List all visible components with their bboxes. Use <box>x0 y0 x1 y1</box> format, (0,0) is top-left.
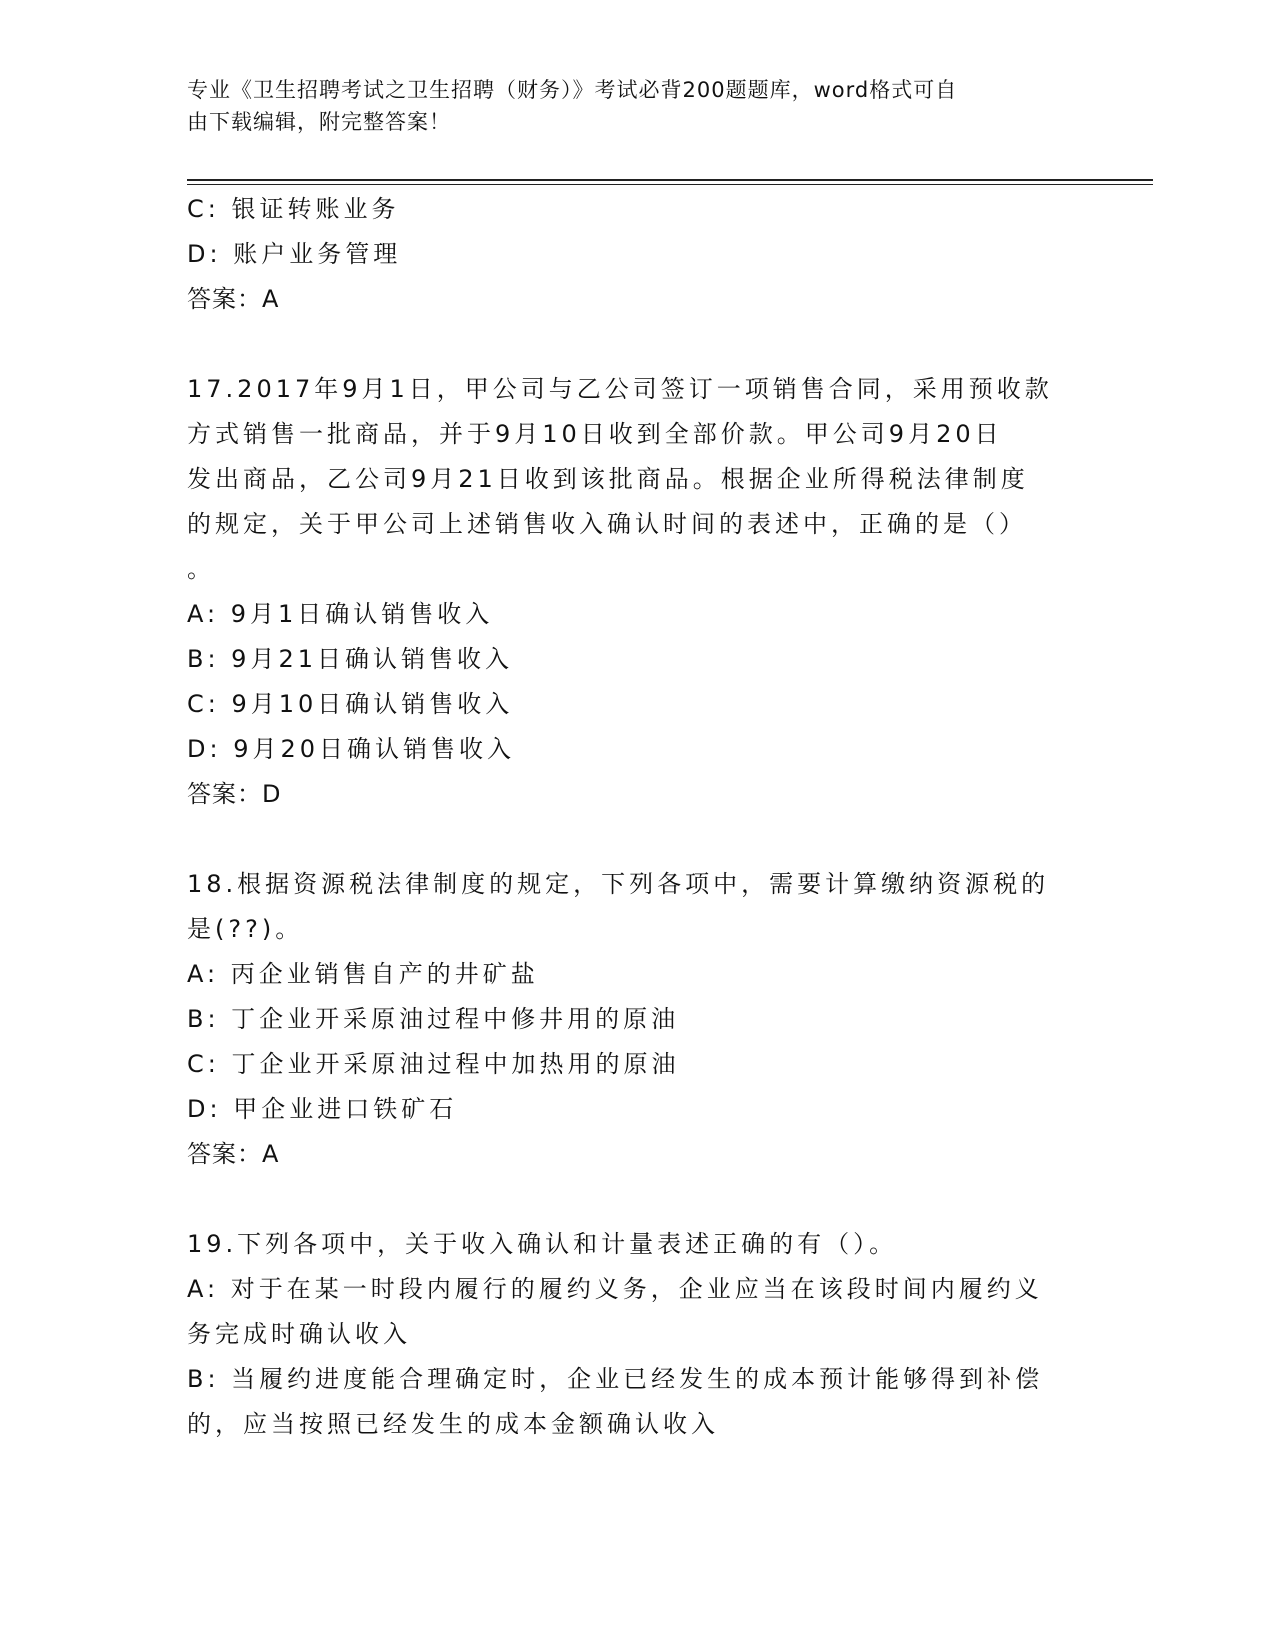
document-header <box>187 74 1087 138</box>
option-b: B: 当履约进度能合理确定时，企业已经发生的成本预计能够得到补偿 <box>187 1365 1044 1393</box>
option-c: C: 丁企业开采原油过程中加热用的原油 <box>187 1050 680 1078</box>
answer-label: 答案：A <box>187 1140 280 1168</box>
question-19 <box>187 1222 1087 1447</box>
question-16 <box>187 187 1087 322</box>
question-text-line: 发出商品，乙公司9月21日收到该批商品。根据企业所得税法律制度 <box>187 465 1029 493</box>
question-spacer <box>187 1177 1087 1222</box>
answer-label: 答案：D <box>187 780 282 808</box>
option-a-continued: 务完成时确认收入 <box>187 1320 411 1348</box>
answer-label: 答案：A <box>187 285 280 313</box>
option-c: C: 9月10日确认销售收入 <box>187 690 514 718</box>
question-content <box>187 187 1087 1447</box>
option-d: D: 9月20日确认销售收入 <box>187 735 516 763</box>
question-text-line: 18.根据资源税法律制度的规定，下列各项中，需要计算缴纳资源税的 <box>187 870 1050 898</box>
option-d: D: 甲企业进口铁矿石 <box>187 1095 458 1123</box>
option-b: B: 9月21日确认销售收入 <box>187 645 513 673</box>
option-c: C: 银证转账业务 <box>187 195 400 223</box>
question-text-line: 19.下列各项中，关于收入确认和计量表述正确的有（）。 <box>187 1230 898 1258</box>
question-text-line: 是(??)。 <box>187 915 304 943</box>
question-17 <box>187 367 1087 817</box>
option-b: B: 丁企业开采原油过程中修井用的原油 <box>187 1005 680 1033</box>
question-spacer <box>187 817 1087 862</box>
question-spacer <box>187 322 1087 367</box>
header-line-1: 专业《卫生招聘考试之卫生招聘（财务）》考试必背200题题库，word格式可自 <box>187 78 958 102</box>
header-line-2: 由下载编辑，附完整答案！ <box>187 110 451 134</box>
option-a: A: 丙企业销售自产的井矿盐 <box>187 960 539 988</box>
question-18 <box>187 862 1087 1177</box>
question-text-line: 的规定，关于甲公司上述销售收入确认时间的表述中，正确的是（） <box>187 510 1027 538</box>
question-text-line: 方式销售一批商品，并于9月10日收到全部价款。甲公司9月20日 <box>187 420 1003 448</box>
option-d: D: 账户业务管理 <box>187 240 402 268</box>
question-text-line: 。 <box>187 555 215 583</box>
option-a: A: 9月1日确认销售收入 <box>187 600 494 628</box>
header-divider-thin <box>187 184 1153 185</box>
option-b-continued: 的，应当按照已经发生的成本金额确认收入 <box>187 1410 719 1438</box>
question-text-line: 17.2017年9月1日，甲公司与乙公司签订一项销售合同，采用预收款 <box>187 375 1053 403</box>
option-a: A: 对于在某一时段内履行的履约义务，企业应当在该段时间内履约义 <box>187 1275 1043 1303</box>
header-divider-thick <box>187 179 1153 181</box>
